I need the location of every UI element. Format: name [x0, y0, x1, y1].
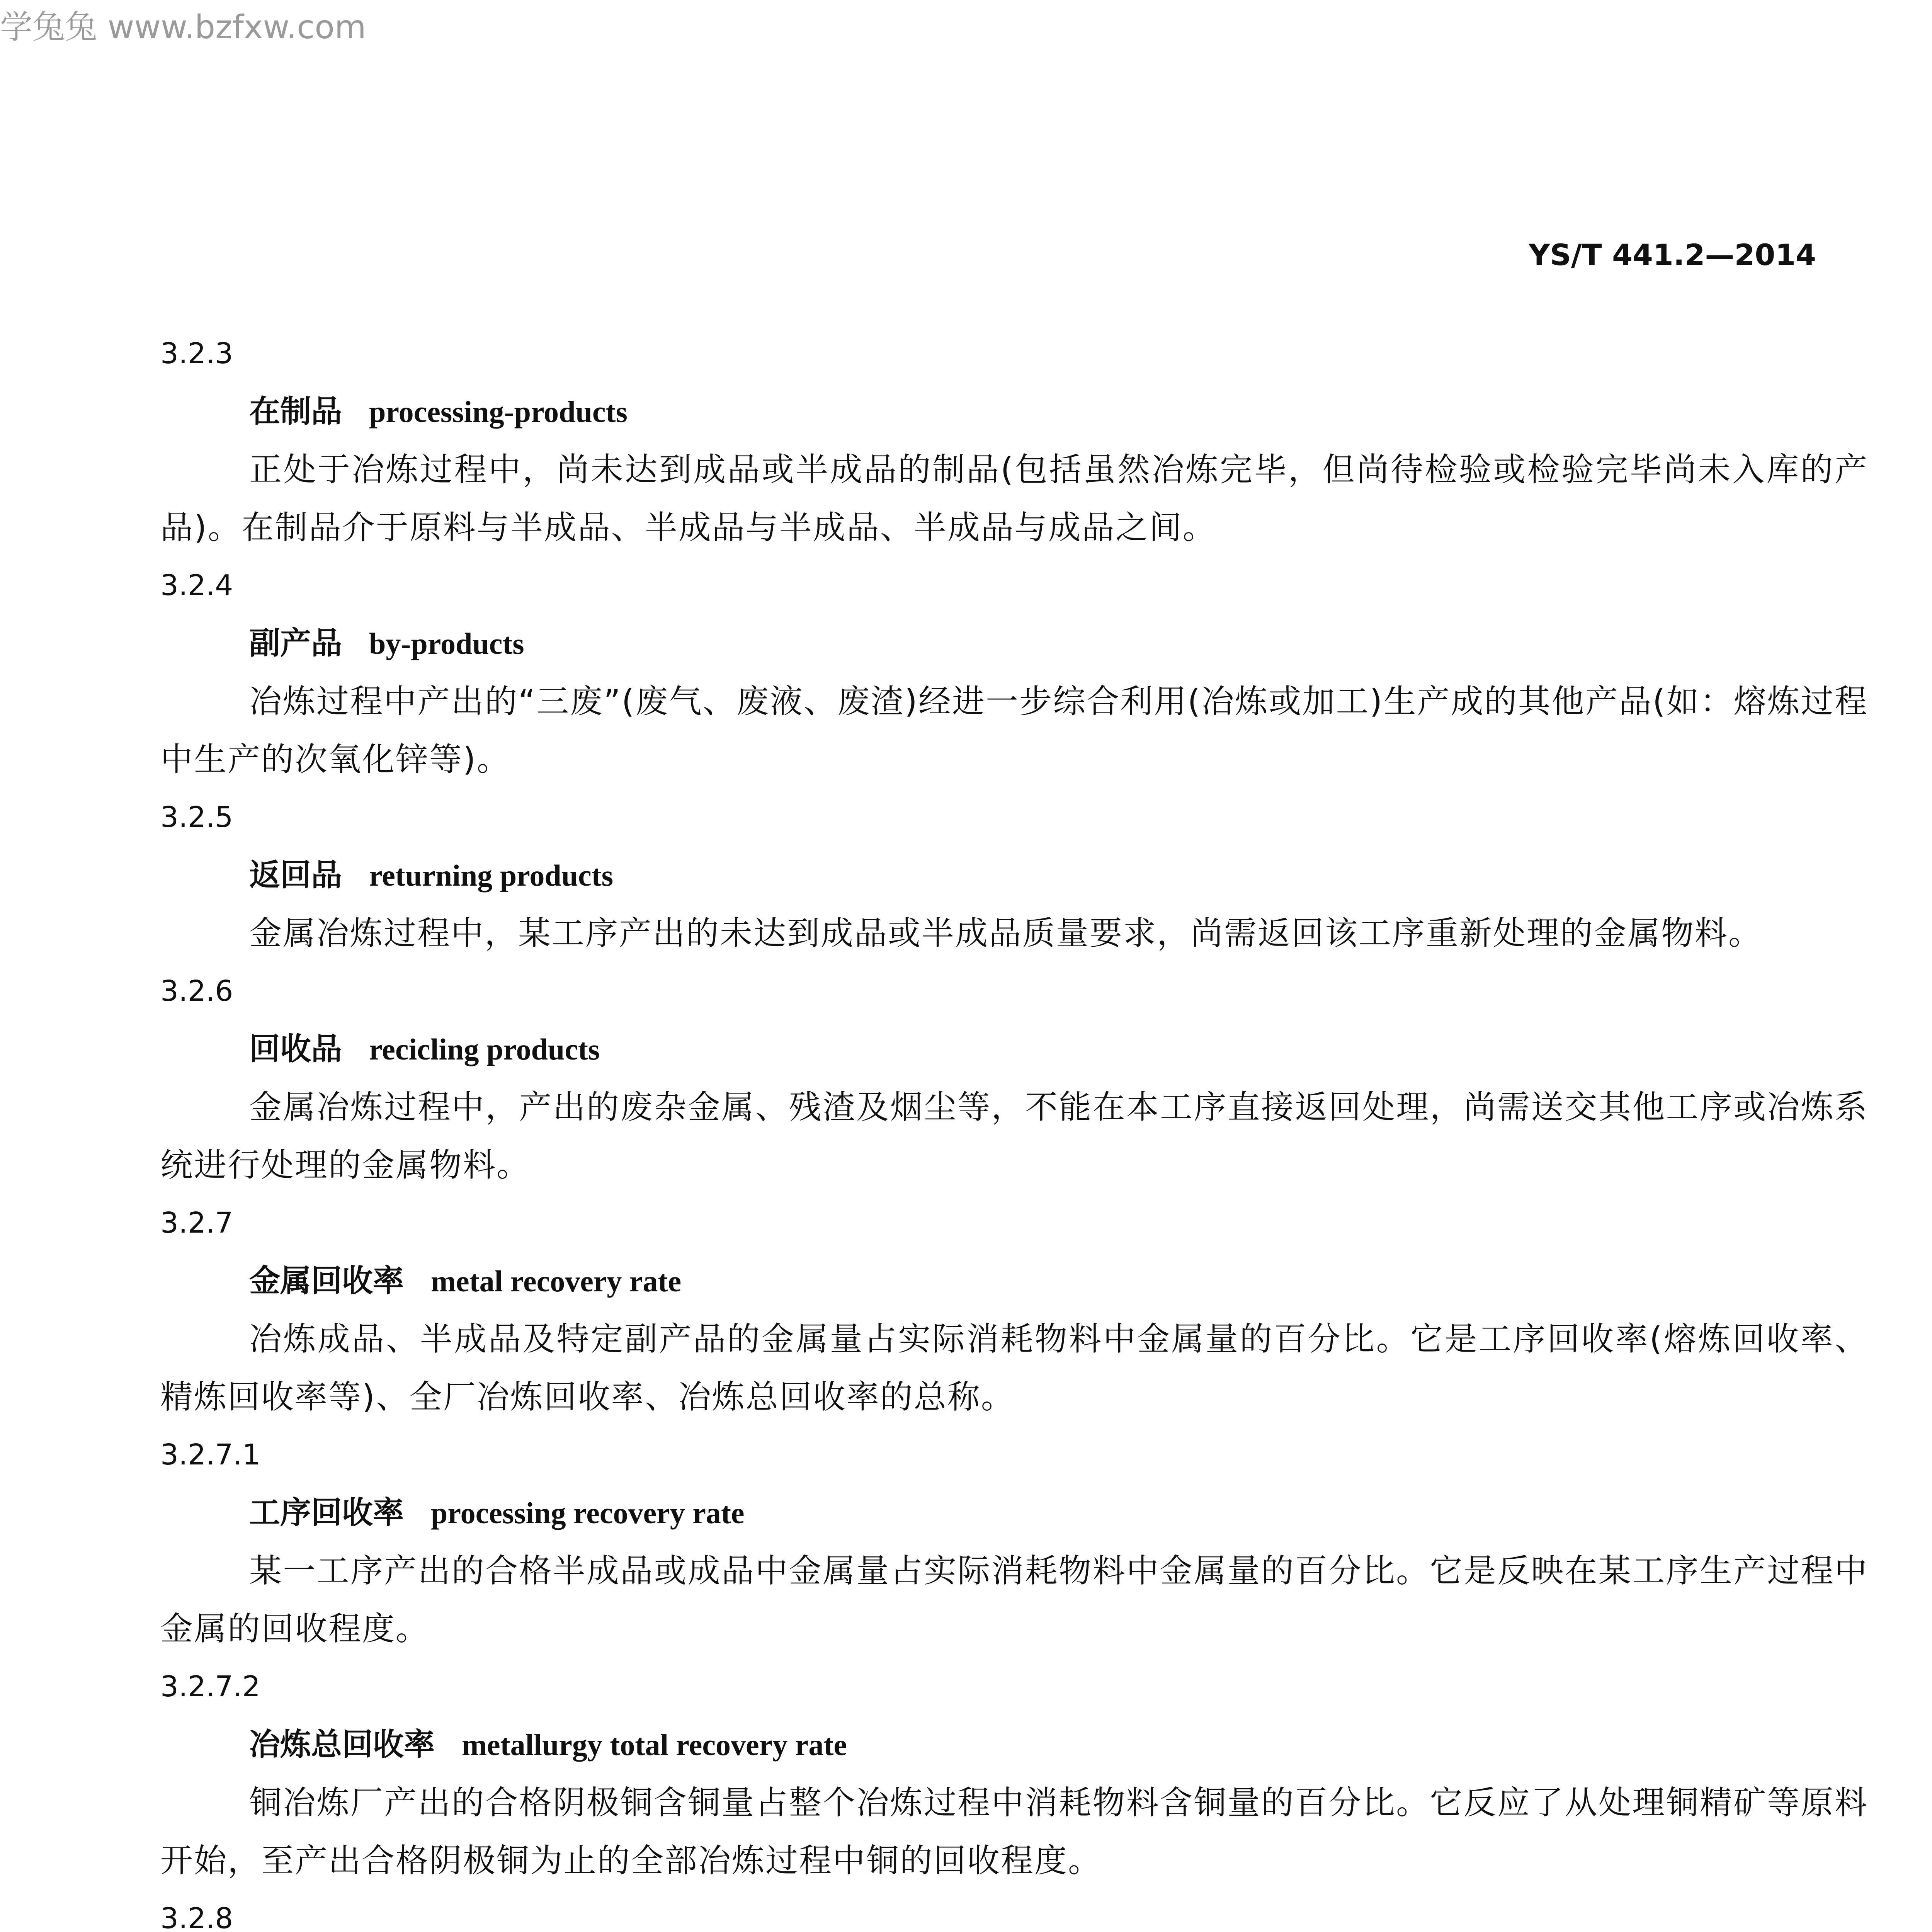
term-chinese: 冶炼总回收率 — [249, 1726, 435, 1762]
document-body — [160, 325, 1868, 1932]
clause-number: 3.2.4 — [160, 569, 233, 602]
term-chinese: 在制品 — [249, 393, 342, 429]
term-definition: 铜冶炼厂产出的合格阴极铜含铜量占整个冶炼过程中消耗物料含铜量的百分比。它反应了从处理铜精矿等原料开始，至产出合格阴极铜为止的全部冶炼过程中铜的回收程度。 — [160, 1784, 1868, 1879]
term-entry — [160, 1658, 1868, 1889]
clause-number: 3.2.8 — [160, 1902, 233, 1932]
term-entry — [160, 325, 1868, 556]
clause-number: 3.2.3 — [160, 337, 233, 370]
term-definition: 某一工序产出的合格半成品或成品中金属量占实际消耗物料中金属量的百分比。它是反映在某工序生产过程中金属的回收程度。 — [160, 1552, 1868, 1648]
term-entry — [160, 1194, 1868, 1426]
term-heading — [160, 1020, 1868, 1078]
standard-code: YS/T 441.2—2014 — [1529, 238, 1816, 272]
clause-number: 3.2.7.2 — [160, 1670, 260, 1703]
clause-number: 3.2.5 — [160, 801, 233, 834]
clause-number: 3.2.6 — [160, 975, 233, 1008]
term-english: returning products — [369, 859, 614, 892]
term-english: recicling products — [369, 1032, 600, 1066]
term-entry — [160, 962, 1868, 1194]
term-english: processing recovery rate — [431, 1496, 745, 1530]
term-list — [160, 325, 1868, 1932]
term-heading — [160, 383, 1868, 440]
watermark: 学兔兔 www.bzfxw.com — [0, 8, 366, 46]
term-chinese: 回收品 — [249, 1031, 342, 1067]
term-heading — [160, 1716, 1868, 1774]
term-heading — [160, 1252, 1868, 1310]
term-english: metal recovery rate — [431, 1264, 682, 1298]
term-definition: 金属冶炼过程中，产出的废杂金属、残渣及烟尘等，不能在本工序直接返回处理，尚需送交其他工序或冶炼系统进行处理的金属物料。 — [160, 1088, 1868, 1184]
term-english: processing-products — [369, 395, 628, 429]
term-chinese: 副产品 — [249, 625, 342, 661]
term-entry — [160, 1426, 1868, 1658]
term-entry — [160, 556, 1868, 788]
term-definition: 冶炼成品、半成品及特定副产品的金属量占实际消耗物料中金属量的百分比。它是工序回收率(熔炼回收率、精炼回收率等)、全厂冶炼回收率、冶炼总回收率的总称。 — [160, 1320, 1868, 1416]
term-definition: 冶炼过程中产出的“三废”(废气、废液、废渣)经进一步综合利用(冶炼或加工)生产成的其他产品(如：熔炼过程中生产的次氧化锌等)。 — [160, 682, 1868, 778]
term-definition: 正处于冶炼过程中，尚未达到成品或半成品的制品(包括虽然冶炼完毕，但尚待检验或检验完毕尚未入库的产品)。在制品介于原料与半成品、半成品与半成品、半成品与成品之间。 — [160, 451, 1868, 546]
term-entry — [160, 788, 1868, 962]
term-chinese: 工序回收率 — [249, 1495, 404, 1531]
term-heading — [160, 1484, 1868, 1542]
term-chinese: 返回品 — [249, 857, 342, 893]
term-definition: 金属冶炼过程中，某工序产出的未达到成品或半成品质量要求，尚需返回该工序重新处理的金属物料。 — [249, 914, 1762, 952]
term-entry — [160, 1889, 1868, 1932]
clause-number: 3.2.7.1 — [160, 1438, 260, 1471]
term-heading — [160, 846, 1868, 904]
term-heading — [160, 614, 1868, 672]
term-chinese: 金属回收率 — [249, 1263, 404, 1299]
clause-number: 3.2.7 — [160, 1206, 233, 1240]
term-english: by-products — [369, 627, 524, 660]
term-english: metallurgy total recovery rate — [462, 1728, 847, 1762]
